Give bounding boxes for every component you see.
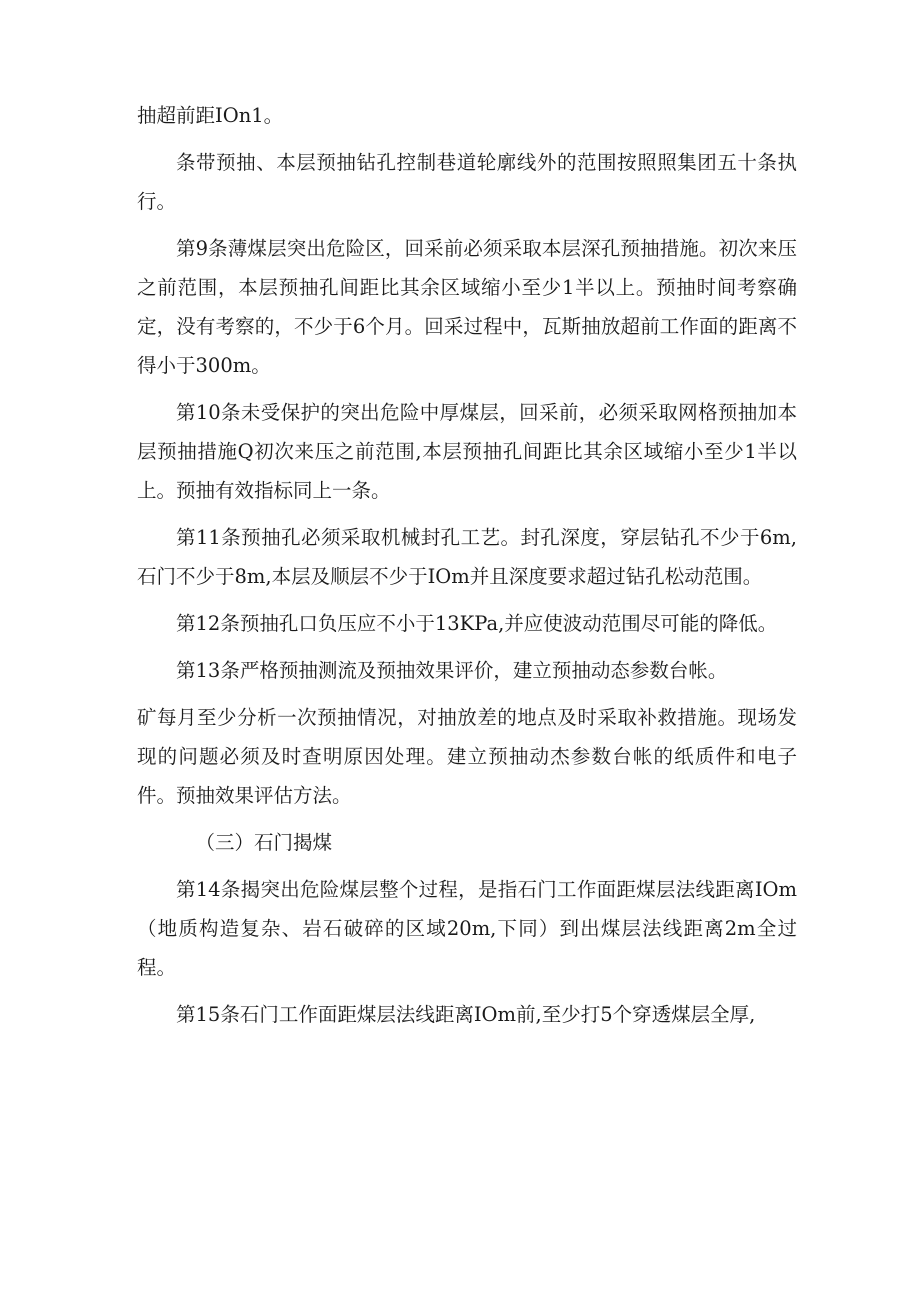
paragraph-article-15: 第15条石门工作面距煤层法线距离IOm前,至少打5个穿透煤层全厚, [176, 1003, 756, 1026]
paragraph-2: 条带预抽、本层预抽钻孔控制巷道轮廓线外的范围按照照集团五十条执行。 [137, 151, 797, 213]
paragraph-article-13: 第13条严格预抽测流及预抽效果评价，建立预抽动态参数台帐。 [176, 659, 728, 682]
paragraph-article-12: 第12条预抽孔口负压应不小于13KPa,并应使波动范围尽可能的降低。 [176, 612, 778, 635]
section-heading: （三）石门揭煤 [195, 831, 333, 854]
paragraph-article-9: 第9条薄煤层突出危险区，回采前必须采取本层深孔预抽措施。初次来压之前范围，本层预抽孔间距比其余区域缩小至少1半以上。预抽时间考察确定，没有考察的，不少于6个月。回采过程中，瓦斯抽放超前工作面的距离不得小于300m。 [137, 237, 797, 377]
paragraph-1: 抽超前距IOn1。 [137, 104, 284, 127]
document-body [137, 96, 797, 1042]
paragraph-article-11: 第11条预抽孔必须采取机械封孔工艺。封孔深度，穿层钻孔不少于6m,石门不少于8m,本层及顺层不少于IOm并且深度要求超过钻孔松动范围。 [137, 526, 797, 588]
paragraph-article-14: 第14条揭突出危险煤层整个过程，是指石门工作面距煤层法线距离IOm（地质构造复杂、岩石破碎的区域20m,下同）到出煤层法线距离2m全过程。 [137, 878, 797, 979]
paragraph-article-10: 第10条未受保护的突出危险中厚煤层，回采前，必须采取网格预抽加本层预抽措施Q初次来压之前范围,本层预抽孔间距比其余区域缩小至少1半以上。预抽有效指标同上一条。 [137, 401, 797, 502]
paragraph-monthly-analysis: 矿每月至少分析一次预抽情况，对抽放差的地点及时采取补救措施。现场发现的问题必须及时查明原因处理。建立预抽动杰参数台帐的纸质件和电子件。预抽效果评估方法。 [137, 706, 797, 807]
